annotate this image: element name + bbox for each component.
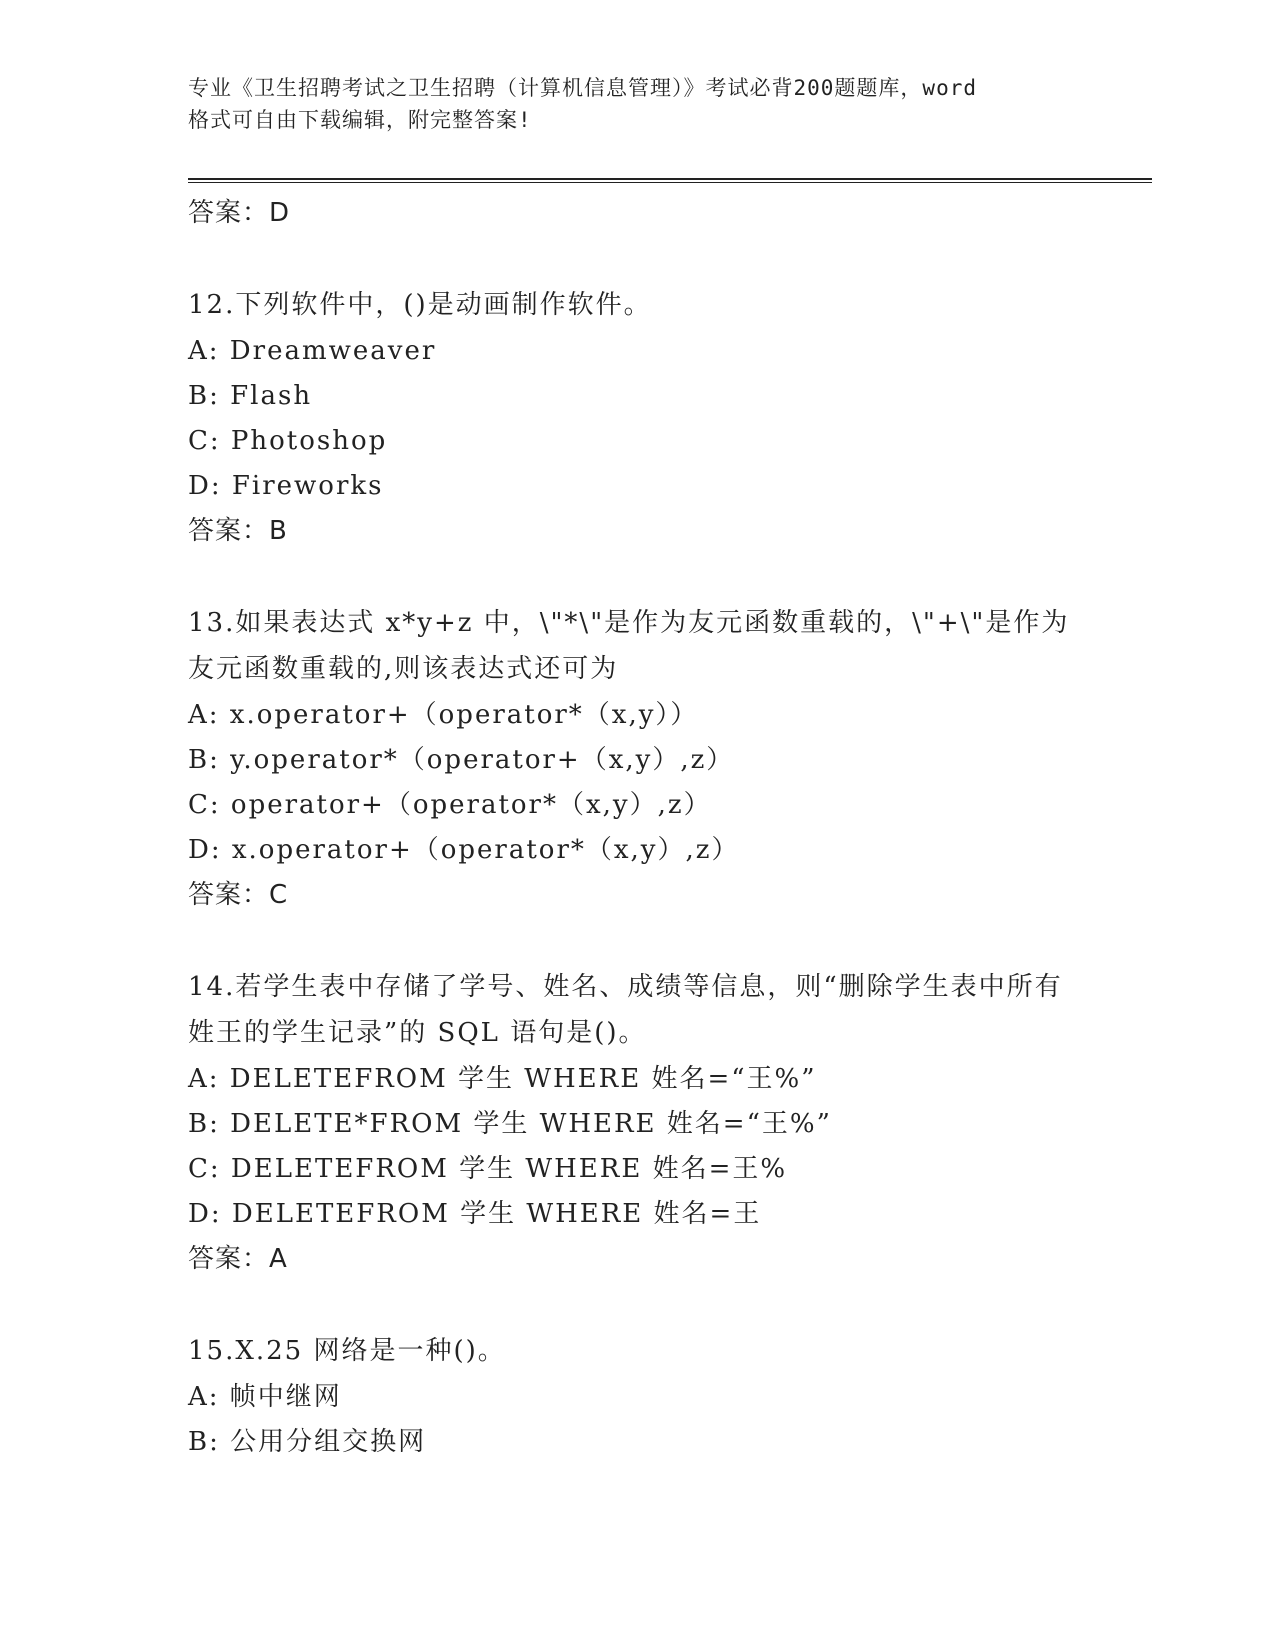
header-line-2: 格式可自由下载编辑，附完整答案!: [188, 108, 532, 132]
question-stem: 13.如果表达式 x*y+z 中，\"*\"是作为友元函数重载的，\"+\"是作为友元函数重载的,则该表达式还可为: [188, 608, 1070, 684]
answer-line: 答案：A: [188, 1244, 288, 1274]
document-header: [188, 72, 1088, 136]
question-13: [188, 600, 1088, 918]
question-stem: 12.下列软件中，()是动画制作软件。: [188, 290, 652, 320]
option-b: B: DELETE*FROM 学生 WHERE 姓名=“王%”: [188, 1109, 832, 1139]
option-a: A: DELETEFROM 学生 WHERE 姓名=“王%”: [188, 1064, 817, 1094]
option-a: A: Dreamweaver: [188, 336, 437, 366]
answer-line: 答案：C: [188, 880, 289, 910]
answer-line: 答案：D: [188, 198, 291, 228]
option-d: D: Fireworks: [188, 471, 384, 501]
option-b: B: 公用分组交换网: [188, 1427, 427, 1457]
header-divider: [188, 178, 1152, 183]
option-c: C: operator+（operator*（x,y）,z）: [188, 790, 712, 820]
question-12: [188, 282, 1088, 554]
header-line-1: 专业《卫生招聘考试之卫生招聘（计算机信息管理）》考试必背200题题库，word: [188, 76, 977, 100]
question-list: [188, 190, 1088, 1464]
option-c: C: Photoshop: [188, 426, 388, 456]
option-a: A: 帧中继网: [188, 1382, 342, 1412]
question-stem: 14.若学生表中存储了学号、姓名、成绩等信息，则“删除学生表中所有姓王的学生记录”的 SQL 语句是()。: [188, 972, 1063, 1048]
question-15: [188, 1328, 1088, 1464]
option-d: D: x.operator+（operator*（x,y）,z）: [188, 835, 740, 865]
option-b: B: Flash: [188, 381, 313, 411]
answer-line: 答案：B: [188, 516, 288, 546]
option-b: B: y.operator*（operator+（x,y）,z）: [188, 745, 735, 775]
option-c: C: DELETEFROM 学生 WHERE 姓名=王%: [188, 1154, 788, 1184]
question-stem: 15.X.25 网络是一种()。: [188, 1336, 506, 1366]
option-a: A: x.operator+（operator*（x,y））: [188, 700, 699, 730]
option-d: D: DELETEFROM 学生 WHERE 姓名=王: [188, 1199, 762, 1229]
question-14: [188, 964, 1088, 1282]
